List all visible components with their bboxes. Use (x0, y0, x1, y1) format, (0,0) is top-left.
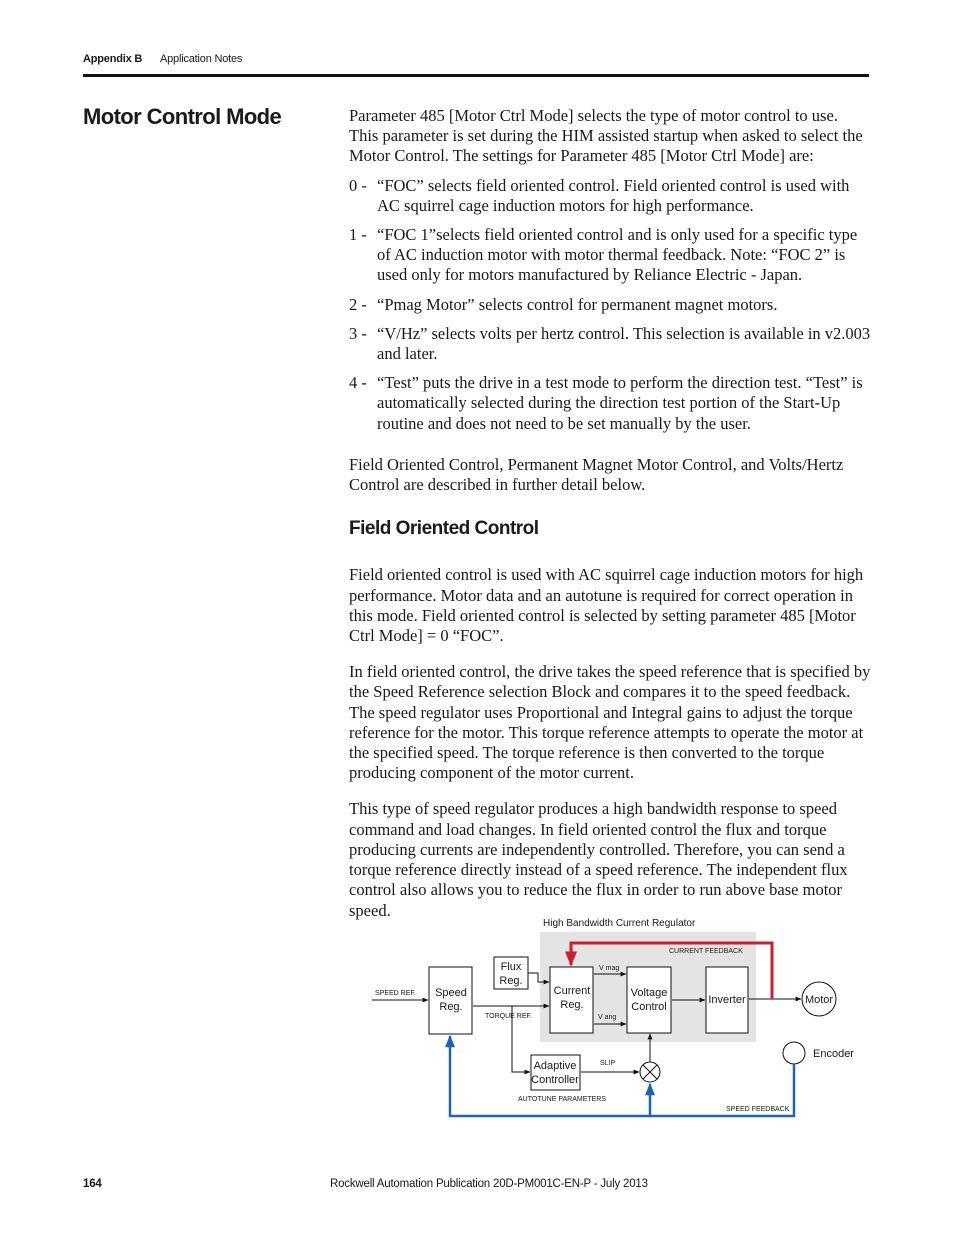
list-item-text: “V/Hz” selects volts per hertz control. This selection is available in v2.003 and later. (377, 323, 871, 364)
current-feedback-label: CURRENT FEEDBACK (669, 948, 743, 955)
encoder-circle (783, 1042, 805, 1064)
speed-ref-label: SPEED REF. (375, 990, 416, 997)
list-item-number: 1 - (349, 225, 367, 245)
page-number: 164 (83, 1178, 102, 1190)
header-title: Application Notes (160, 53, 243, 65)
intro-paragraph: Parameter 485 [Motor Ctrl Mode] selects the type of motor control to use. This parameter is set during the HIM assisted startup when asked to select the Motor Control. The settings for Parameter 485 [Motor Ctrl Mode] are: (349, 106, 863, 166)
adaptive-controller-label: Controller (531, 1074, 579, 1086)
encoder-label: Encoder (813, 1048, 854, 1060)
list-item-number: 4 - (349, 373, 367, 393)
list-item-number: 0 - (349, 175, 367, 195)
summary-paragraph: Field Oriented Control, Permanent Magnet Motor Control, and Volts/Hertz Control are described in further detail below. (349, 454, 844, 495)
adaptive-controller-label: Adaptive (533, 1060, 577, 1072)
foc-block-diagram (360, 910, 860, 1122)
body-paragraph: In field oriented control, the drive takes the speed reference that is specified by the Speed Reference selection Block and compares it to the speed feedback. The speed regulator uses Proportional and Integral gains to adjust the torque reference for the motor. This torque reference attempts to operate the motor at the specified speed. The torque reference is then converted to the torque producing component of the motor current. (349, 662, 871, 783)
torque-ref-label: TORQUE REF. (485, 1013, 532, 1020)
autotune-parameters-label: AUTOTUNE PARAMETERS (518, 1096, 607, 1103)
inverter-label: Inverter (708, 994, 746, 1006)
v-mag-label: V mag (599, 965, 620, 972)
list-item-text: “FOC” selects field oriented control. Field oriented control is used with AC squirrel cage induction motors for high performance. (377, 175, 850, 215)
list-item (349, 176, 871, 216)
main-column (349, 106, 871, 937)
page-heading: Motor Control Mode (83, 104, 282, 129)
flux-reg-label: Flux (500, 961, 522, 973)
list-item (349, 373, 871, 434)
voltage-control-label: Control (631, 1001, 667, 1013)
list-item-text: “Test” puts the drive in a test mode to perform the direction test. “Test” is automatically selected during the direction test portion of the Start-Up routine and does not need to be set manually by the user. (377, 373, 863, 433)
speed-feedback-label: SPEED FEEDBACK (726, 1106, 790, 1113)
subheading: Field Oriented Control (349, 518, 539, 540)
voltage-control-label: Voltage (630, 987, 668, 999)
publication-footer: Rockwell Automation Publication 20D-PM001C-EN-P - July 2013 (330, 1178, 648, 1190)
current-reg-label: Reg. (560, 999, 584, 1011)
list-item-number: 3 - (349, 323, 367, 343)
speed-reg-label: Reg. (439, 1001, 463, 1013)
header-rule (83, 74, 869, 77)
speed-feedback-line (450, 1036, 794, 1116)
motor-label: Motor (804, 994, 834, 1006)
slip-label: SLIP (600, 1060, 616, 1067)
v-ang-label: V ang (598, 1014, 617, 1021)
flux-reg-label: Reg. (499, 975, 523, 987)
current-reg-label: Current (553, 985, 591, 997)
list-item-number: 2 - (349, 294, 367, 314)
list-item-text: “Pmag Motor” selects control for permanent magnet motors. (377, 294, 778, 314)
voltage-control-block (627, 967, 671, 1033)
list-item (349, 225, 871, 286)
region-label: High Bandwidth Current Regulator (543, 918, 696, 929)
body-paragraph: Field oriented control is used with AC squirrel cage induction motors for high performance. Motor data and an autotune is required for correct operation in this mode. Field oriented control is selected by setting parameter 485 [Motor Ctrl Mode] = 0 “FOC”. (349, 565, 864, 646)
summing-junction (640, 1062, 660, 1082)
speed-reg-label: Speed (435, 987, 467, 999)
header-section: Appendix B (83, 53, 143, 65)
body-paragraph: This type of speed regulator produces a high bandwidth response to speed command and load changes. In field oriented control the flux and torque producing currents are independently controlled. Therefore, you can send a torque reference directly instead of a speed reference. The independent flux control also allows you to reduce the flux in order to run above base motor speed. (349, 799, 848, 920)
list-item-text: “FOC 1”selects field oriented control and is only used for a specific type of AC induction motor with motor thermal feedback. Note: “FOC 2” is used only for motors manufactured by Reliance Electric - Japan. (377, 225, 858, 285)
list-item (349, 295, 871, 315)
list-item (349, 324, 871, 364)
